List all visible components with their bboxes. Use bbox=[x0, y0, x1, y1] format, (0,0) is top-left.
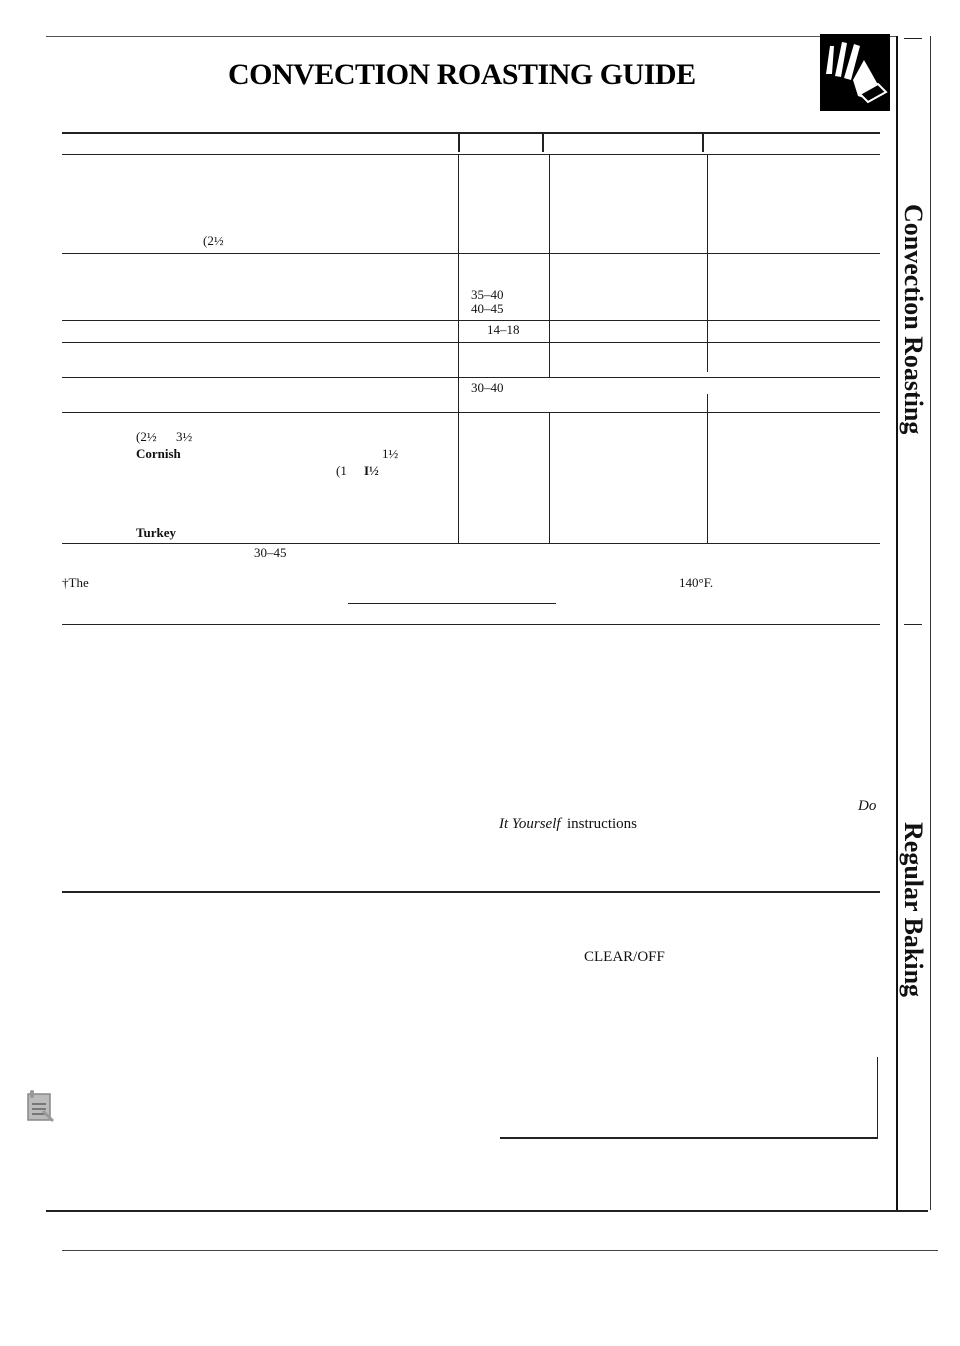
column-line-3b bbox=[707, 394, 708, 543]
time-range-3: 30–40 bbox=[471, 380, 504, 395]
time-range-1b: 40–45 bbox=[471, 301, 504, 316]
cornish-label: Cornish bbox=[136, 446, 181, 461]
pressing-hand-icon bbox=[820, 34, 890, 111]
table-top-rule bbox=[62, 132, 880, 134]
meat-weight-fragment: (2½ bbox=[203, 233, 224, 248]
turkey-label: Turkey bbox=[136, 525, 176, 540]
header-tick-1 bbox=[458, 134, 460, 152]
table-rule-5 bbox=[62, 412, 880, 413]
clear-off-label: CLEAR/OFF bbox=[584, 949, 665, 965]
bottom-border-line bbox=[46, 1210, 928, 1212]
section-divider bbox=[62, 891, 880, 893]
column-line-2b bbox=[549, 412, 550, 543]
cornish-weight-c: I½ bbox=[364, 463, 379, 478]
footnote-start: †The bbox=[62, 575, 89, 590]
table-bottom-rule bbox=[62, 624, 880, 625]
poultry-weight-b: 3½ bbox=[176, 429, 193, 444]
page-title: CONVECTION ROASTING GUIDE bbox=[228, 58, 696, 91]
instructions-text: instructions bbox=[567, 816, 637, 832]
table-rule-2 bbox=[62, 320, 880, 321]
poultry-weight-a: (2½ bbox=[136, 429, 157, 444]
right-frame-line-2 bbox=[930, 36, 931, 1210]
sidebar-tick-mid bbox=[904, 624, 922, 625]
top-border-line bbox=[46, 36, 896, 37]
time-range-2: 14–18 bbox=[487, 322, 520, 337]
column-line-2a bbox=[549, 154, 550, 377]
footnote-underline bbox=[348, 603, 556, 604]
footnote-temperature: 140°F. bbox=[679, 575, 714, 590]
table-rule-6 bbox=[62, 543, 880, 544]
table-rule-1 bbox=[62, 253, 880, 254]
cornish-weight-b: (1 bbox=[336, 463, 347, 478]
sidebar-regular-baking: Regular Baking bbox=[899, 822, 928, 998]
cornish-weight-a: 1½ bbox=[382, 446, 399, 461]
it-yourself-text: It Yourself bbox=[499, 816, 561, 832]
table-rule-3 bbox=[62, 342, 880, 343]
notepad-icon bbox=[24, 1088, 58, 1124]
page-footer-line bbox=[62, 1250, 938, 1251]
column-line-3a bbox=[707, 154, 708, 372]
sidebar-tick-top bbox=[904, 38, 922, 39]
note-box bbox=[500, 1057, 878, 1139]
table-header-rule bbox=[62, 154, 880, 155]
time-range-1a: 35–40 bbox=[471, 287, 504, 302]
table-rule-4 bbox=[62, 377, 880, 378]
sidebar-convection-roasting: Convection Roasting bbox=[899, 204, 928, 435]
header-tick-2 bbox=[542, 134, 544, 152]
header-tick-3 bbox=[702, 134, 704, 152]
do-word: Do bbox=[858, 798, 877, 814]
column-line-1 bbox=[458, 154, 459, 543]
extra-time-fragment: 30–45 bbox=[254, 545, 287, 560]
